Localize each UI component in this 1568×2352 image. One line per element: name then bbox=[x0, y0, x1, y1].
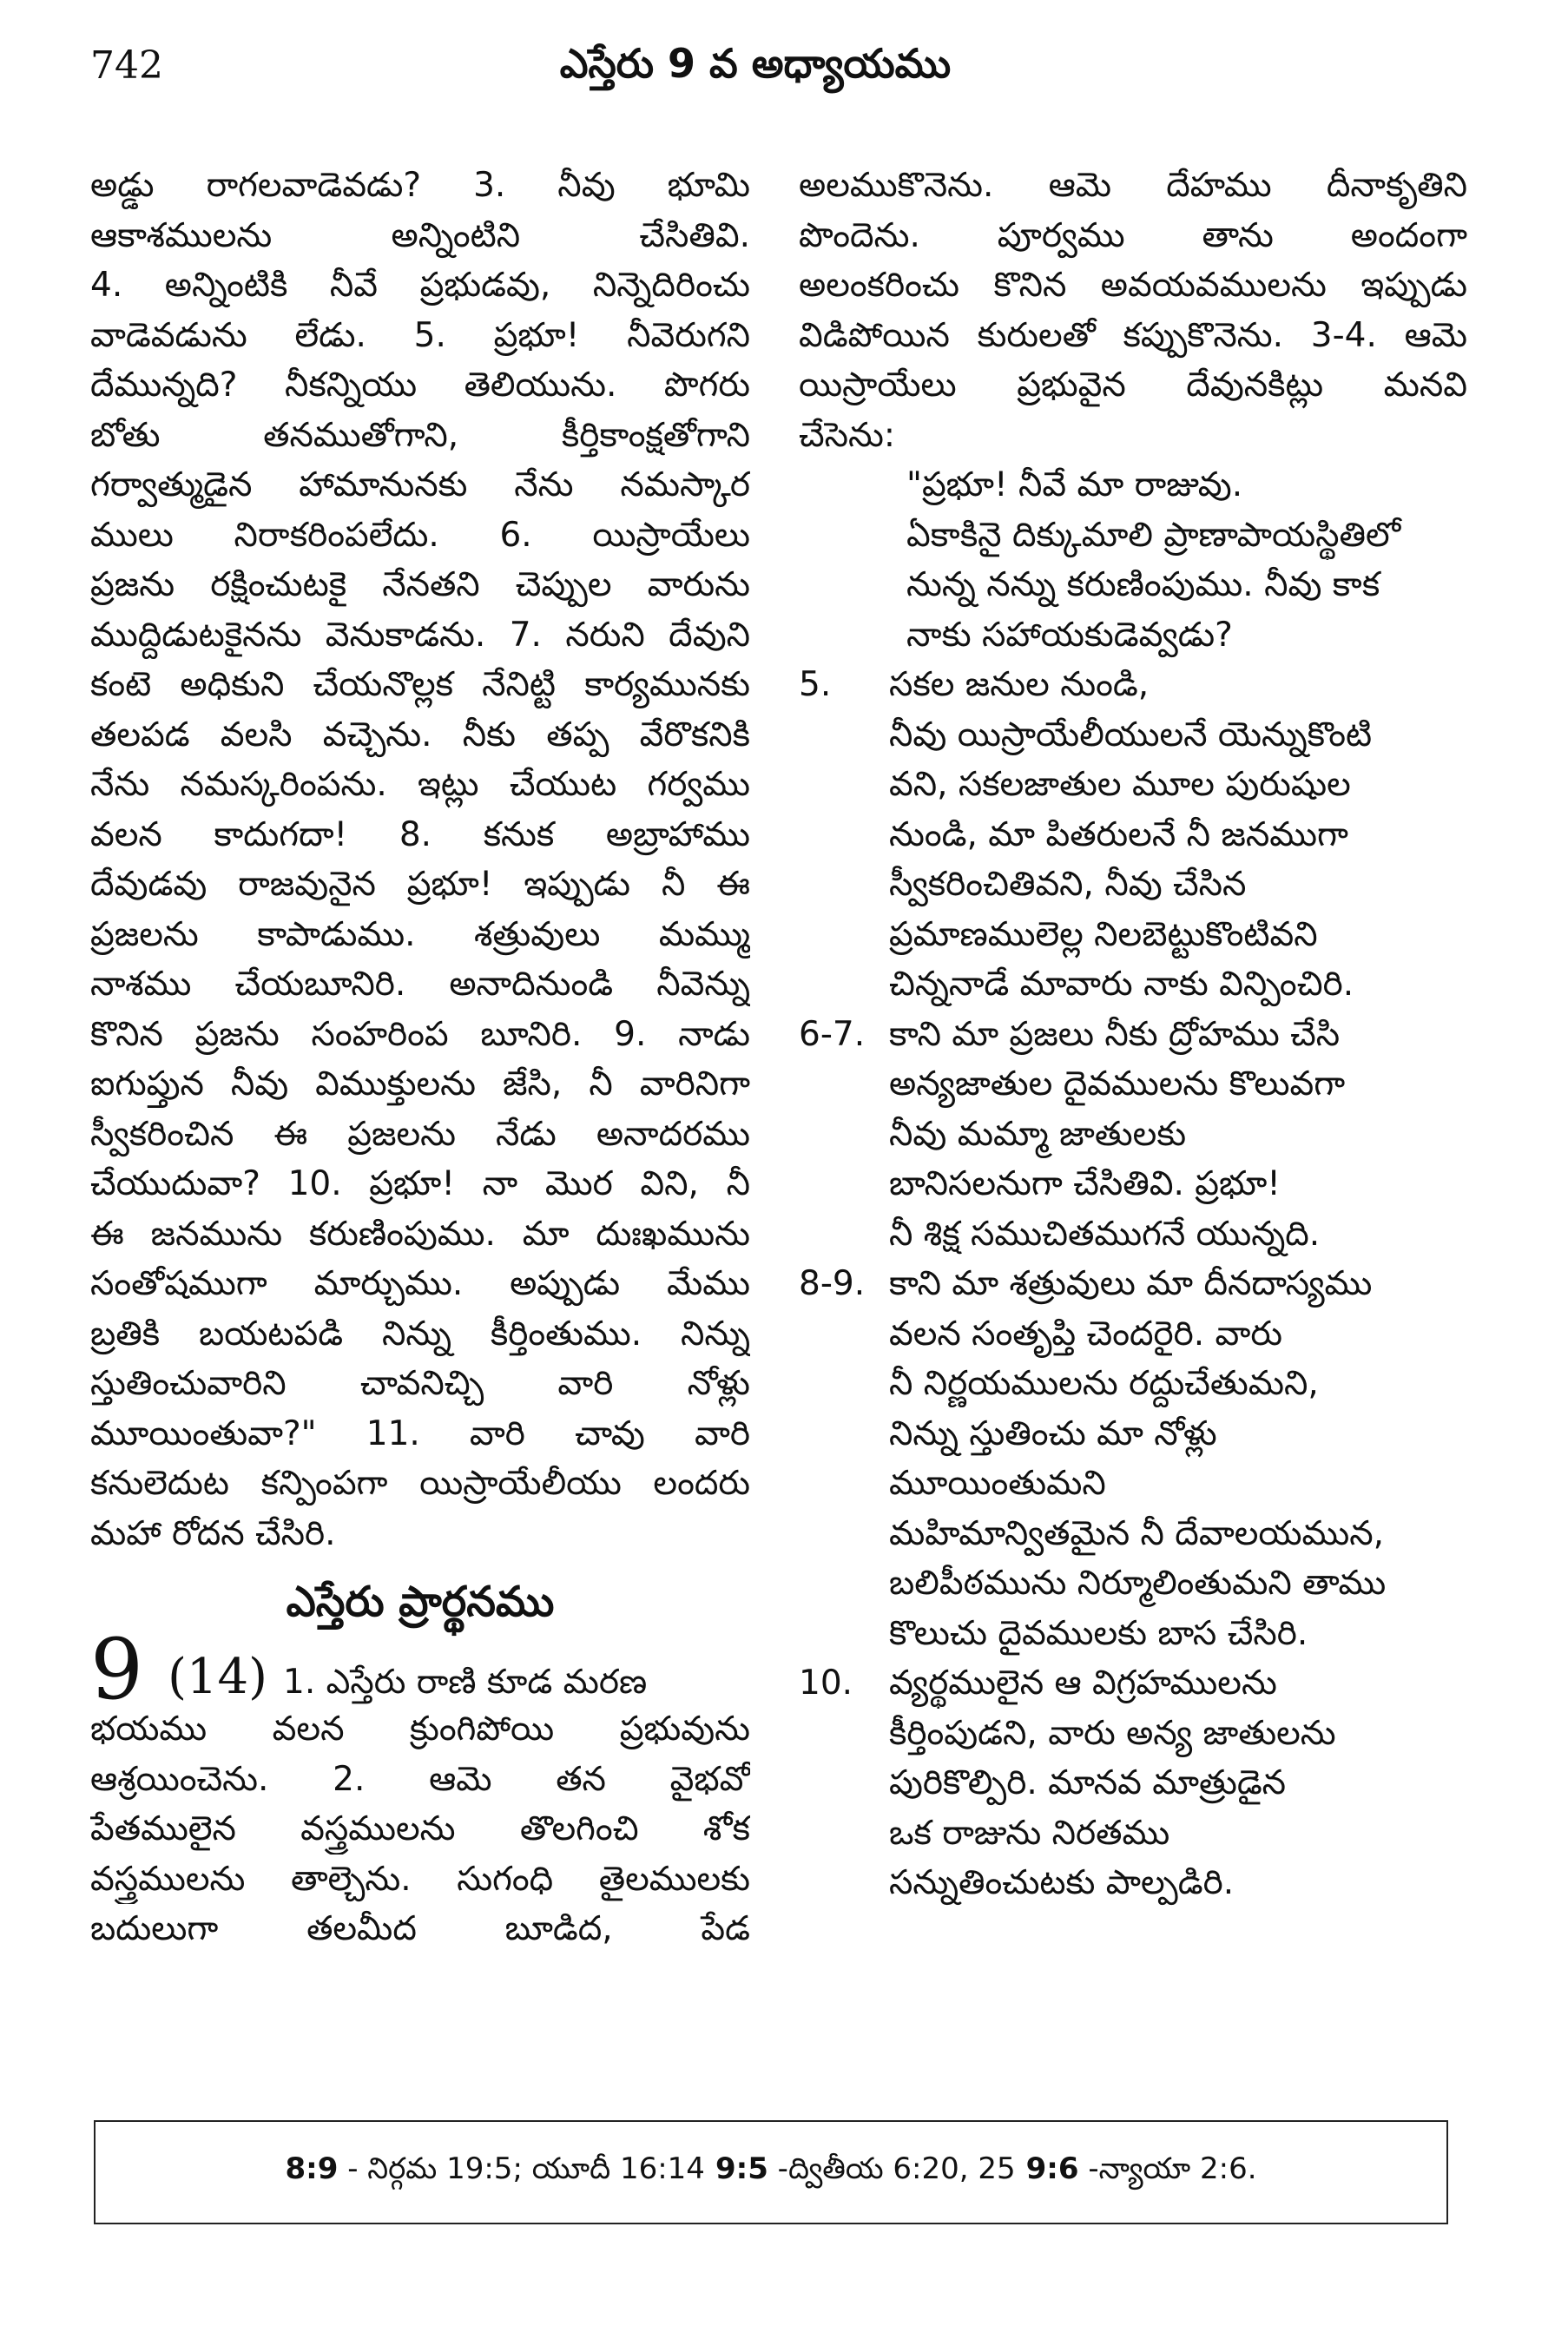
left-top-text bbox=[90, 161, 750, 1558]
text-line: బదులుగా తలమీద బూడిద, పేడ bbox=[90, 1909, 750, 1948]
text-line: యిస్రాయేలు ప్రభువైన దేవునకిట్లు మనవి bbox=[799, 366, 1467, 405]
text-line: పేతములైన వస్త్రములను తొలగించి శోక bbox=[90, 1809, 750, 1848]
chapter-number: 9 bbox=[90, 1635, 144, 1704]
text-line: గర్వాత్ముడైన హామానునకు నేను నమస్కార bbox=[90, 465, 750, 504]
verse-number: 8-9. bbox=[799, 1264, 866, 1303]
poem-line: నున్న నన్ను కరుణింపుము. నీవు కాక bbox=[906, 565, 1380, 604]
poem-line: "ప్రభూ! నీవే మా రాజువు. bbox=[906, 465, 1243, 504]
poem-line bbox=[799, 1259, 1467, 1309]
footnote-cross-ref: - నిర్గమ 19:5; యూదీ 16:14 bbox=[347, 2151, 705, 2186]
psalm-number: (14) bbox=[168, 1649, 268, 1704]
text-line: 4. అన్నింటికి నీవే ప్రభుడవు, నిన్నెదిరించు bbox=[90, 266, 750, 305]
footnote-box bbox=[94, 2120, 1448, 2224]
text-line: నాశము చేయబూనిరి. అనాదినుండి నీవెన్ను bbox=[90, 965, 750, 1004]
poem-text: వ్యర్థములైన ఆ విగ్రహములను bbox=[889, 1664, 1277, 1703]
poem-line bbox=[799, 1010, 1467, 1060]
poem-text: కాని మా శత్రువులు మా దీనదాస్యము bbox=[889, 1264, 1373, 1303]
footnote-verse-ref: 9:6 bbox=[1025, 2151, 1079, 2186]
text-line: అడ్డు రాగలవాడెవడు? 3. నీవు భూమి bbox=[90, 166, 750, 205]
text-line: ములు నిరాకరింపలేదు. 6. యిస్రాయేలు bbox=[90, 515, 750, 555]
text-line: ఆశ్రయించెను. 2. ఆమె తన వైభవో bbox=[90, 1759, 750, 1799]
poem-line: నాకు సహాయకుడెవ్వడు? bbox=[906, 615, 1233, 655]
text-line: తలపడ వలసి వచ్చెను. నీకు తప్ప వేరొకనికి bbox=[90, 715, 750, 754]
poem-line: కొలుచు దైవములకు బాస చేసిరి. bbox=[889, 1613, 1308, 1653]
poem-line: సన్నుతించుటకు పాల్పడిరి. bbox=[889, 1863, 1235, 1902]
poem-line: చిన్ననాడే మావారు నాకు విన్పించిరి. bbox=[889, 965, 1354, 1004]
text-line: అలంకరించు కొనిన అవయవములను ఇప్పుడు bbox=[799, 266, 1467, 305]
verse-number: 5. bbox=[799, 665, 832, 704]
footnote-cross-ref: -ద్వితీయ 6:20, 25 bbox=[777, 2151, 1016, 2186]
poem-line: మూయింతుమని bbox=[889, 1464, 1106, 1503]
poem-text: కాని మా ప్రజలు నీకు ద్రోహము చేసి bbox=[889, 1014, 1341, 1054]
poem-line: అన్యజాతుల దైవములను కొలువగా bbox=[889, 1064, 1346, 1104]
poem-line: ప్రమాణములెల్ల నిలబెట్టుకొంటివని bbox=[889, 914, 1318, 954]
prose-last-line: చేసెను: bbox=[799, 415, 896, 455]
chapter-first-line bbox=[90, 1635, 750, 1704]
chapter-first-text: 1. ఎస్తేరు రాణి కూడ మరణ bbox=[283, 1663, 648, 1702]
text-line: స్వీకరించిన ఈ ప్రజలను నేడు అనాదరము bbox=[90, 1114, 750, 1154]
poem-line: నీ నిర్ణయములను రద్దుచేతుమని, bbox=[889, 1364, 1319, 1403]
poem-intro bbox=[799, 460, 1467, 660]
left-bottom-text bbox=[90, 1704, 750, 1954]
poem-line: మహిమాన్వితమైన నీ దేవాలయమున, bbox=[889, 1513, 1385, 1553]
text-line: మహా రోదన చేసిరి. bbox=[90, 1513, 336, 1553]
text-line: ఈ జనమును కరుణింపుము. మా దుఃఖమును bbox=[90, 1214, 750, 1254]
poem-line bbox=[799, 660, 1467, 710]
poem-text: సకల జనుల నుండి, bbox=[889, 665, 1150, 704]
poem-line: ఒక రాజును నిరతము bbox=[889, 1813, 1170, 1853]
running-title: ఎస్తేరు 9 వ అధ్యాయము bbox=[559, 40, 952, 87]
poem-line: పురికొల్పిరి. మానవ మాత్రుడైన bbox=[889, 1763, 1287, 1802]
footnote-verse-ref: 9:5 bbox=[715, 2151, 768, 2186]
poem-line: నీవు మమ్మా జాతులకు bbox=[889, 1114, 1187, 1154]
page-number: 742 bbox=[90, 43, 163, 88]
poem-line: నుండి, మా పితరులనే నీ జనముగా bbox=[889, 814, 1348, 854]
text-line: ఐగుప్తున నీవు విముక్తులను జేసి, నీ వారినిగా bbox=[90, 1064, 750, 1104]
poem-line: బానిసలనుగా చేసితివి. ప్రభూ! bbox=[889, 1164, 1281, 1203]
text-line: వస్త్రములను తాల్చెను. సుగంధి తైలములకు bbox=[90, 1859, 750, 1899]
right-prose bbox=[799, 161, 1467, 411]
footnote-verse-ref: 8:9 bbox=[285, 2151, 339, 2186]
footnote-cross-ref: -న్యాయా 2:6. bbox=[1088, 2151, 1257, 2186]
text-line: దేమున్నది? నీకన్నియు తెలియును. పొగరు bbox=[90, 366, 750, 405]
poem-line: స్వీకరించితివని, నీవు చేసిన bbox=[889, 865, 1247, 904]
text-line: ప్రజను రక్షించుటకై నేనతని చెప్పుల వారును bbox=[90, 565, 750, 604]
text-line: ఆకాశములను అన్నింటిని చేసితివి. bbox=[90, 215, 750, 255]
text-line: కనులెదుట కన్పింపగా యిస్రాయేలీయు లందరు bbox=[90, 1464, 750, 1503]
text-line: మూయింతువా?" 11. వారి చావు వారి bbox=[90, 1413, 750, 1453]
footnote-reference bbox=[1026, 2151, 1257, 2193]
poem-stanzas bbox=[799, 660, 1467, 1908]
text-line: దేవుడవు రాజవునైన ప్రభూ! ఇప్పుడు నీ ఈ bbox=[90, 865, 750, 904]
verse-number: 10. bbox=[799, 1664, 853, 1703]
text-line: ముద్దిడుటకైనను వెనుకాడను. 7. నరుని దేవుని bbox=[90, 615, 750, 655]
poem-line: నిన్ను స్తుతించు మా నోళ్లు bbox=[889, 1413, 1217, 1453]
text-line: కంటె అధికుని చేయనొల్లక నేనిట్టి కార్యమునకు bbox=[90, 665, 750, 704]
text-line: కొనిన ప్రజను సంహరింప బూనిరి. 9. నాడు bbox=[90, 1014, 750, 1054]
poem-line: నీవు యిస్రాయేలీయులనే యెన్నుకొంటి bbox=[889, 715, 1373, 754]
text-line: సంతోషముగా మార్చుము. అప్పుడు మేము bbox=[90, 1264, 750, 1303]
text-line: నేను నమస్కరింపను. ఇట్లు చేయుట గర్వము bbox=[90, 765, 750, 804]
text-line: బోతు తనముతోగాని, కీర్తికాంక్షతోగాని bbox=[90, 415, 750, 455]
poem-line: కీర్తింపుడని, వారు అన్య జాతులను bbox=[889, 1713, 1336, 1753]
footnote-reference bbox=[715, 2151, 1016, 2193]
text-line: వలన కాదుగదా! 8. కనుక అబ్రాహాము bbox=[90, 814, 750, 854]
text-line: పొందెను. పూర్వము తాను అందంగా bbox=[799, 215, 1467, 255]
text-line: చేయుదువా? 10. ప్రభూ! నా మొర విని, నీ bbox=[90, 1164, 750, 1203]
section-heading: ఎస్తేరు ప్రార్థనము bbox=[286, 1578, 555, 1626]
poem-line: ఏకాకినై దిక్కుమాలి ప్రాణాపాయస్థితిలో bbox=[906, 515, 1401, 555]
text-line: విడిపోయిన కురులతో కప్పుకొనెను. 3-4. ఆమె bbox=[799, 315, 1467, 355]
right-column bbox=[799, 161, 1467, 1908]
verse-number: 6-7. bbox=[799, 1014, 866, 1054]
text-line: బ్రతికి బయటపడి నిన్ను కీర్తింతుము. నిన్ను bbox=[90, 1314, 750, 1354]
text-line: ప్రజలను కాపాడుము. శత్రువులు మమ్ము bbox=[90, 914, 750, 954]
text-line: స్తుతించువారిని చావనిచ్చి వారి నోళ్లు bbox=[90, 1364, 750, 1403]
text-line: అలముకొనెను. ఆమె దేహము దీనాకృతిని bbox=[799, 166, 1467, 205]
poem-line: వని, సకలజాతుల మూల పురుషుల bbox=[889, 765, 1351, 804]
text-line: భయము వలన క్రుంగిపోయి ప్రభువును bbox=[90, 1710, 750, 1749]
poem-line: వలన సంతృప్తి చెందరైరి. వారు bbox=[889, 1314, 1283, 1354]
poem-line: బలిపీఠమును నిర్మూలింతుమని తాము bbox=[889, 1564, 1387, 1603]
text-line: వాడెవడును లేడు. 5. ప్రభూ! నీవెరుగని bbox=[90, 315, 750, 355]
poem-line: నీ శిక్ష సముచితముగనే యున్నది. bbox=[889, 1214, 1321, 1254]
footnote-reference bbox=[285, 2151, 704, 2193]
poem-line bbox=[799, 1658, 1467, 1709]
left-column bbox=[90, 161, 750, 1954]
